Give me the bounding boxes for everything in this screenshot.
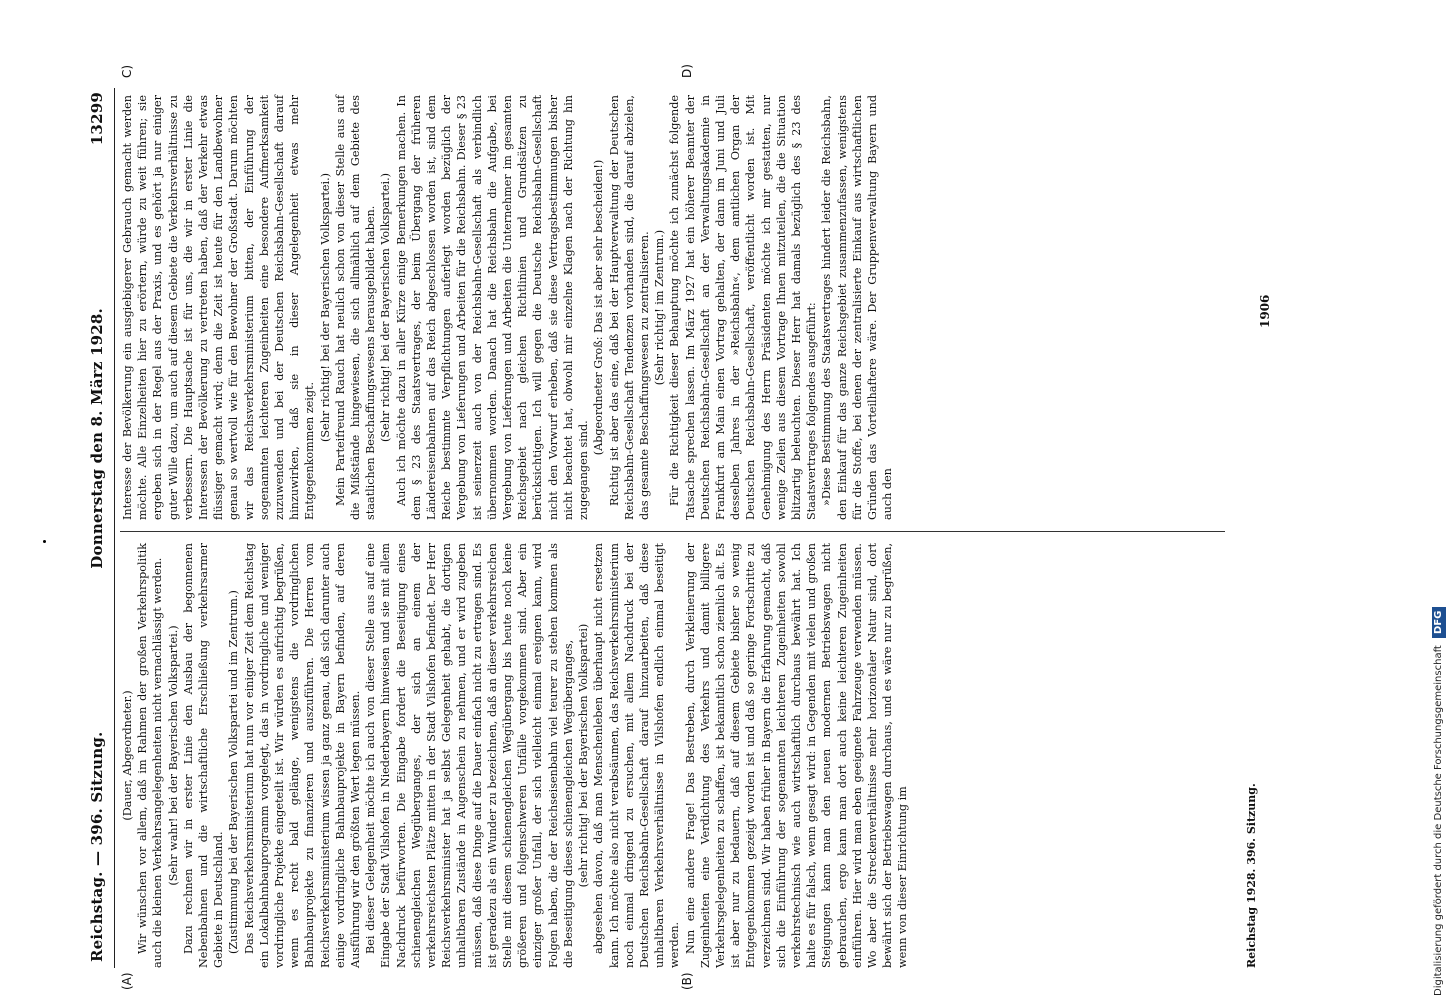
right-column-paragraph: (Sehr richtig! bei der Bayerischen Volkspartei.) [379, 172, 393, 443]
header-session: Reichstag. — 396. Sitzung. [88, 731, 106, 962]
scanned-page [80, 64, 1305, 990]
dfg-side-note [1412, 6, 1444, 996]
page-header [80, 88, 115, 968]
left-column-paragraph: (Sehr wahr! bei der Bayerischen Volkspartei.) [166, 625, 180, 886]
column-divider [120, 531, 1225, 532]
marker-d: D) [680, 64, 694, 78]
page-number: 13299 [88, 92, 106, 146]
left-column-paragraph: Das Reichsverkehrsministerium hat nun vor einiger Zeit dem Reichstag ein Lokalbahnbauprogramm vorgelegt, das in vordringliche und weniger vordringliche Projekte eingeteilt ist. Wir würden es aufrichtig begrüßen, wenn es recht bald gelänge, wenigstens die vordringlichen Bahnbauprojekte zu finanzieren und auszuführen. Die Herren vom Reichsverkehrsministerium wissen ja ganz genau, daß sich darunter auch einige vordringliche Bahnbauprojekte in Bayern befinden, auf deren Ausführung wir den größten Wert legen müssen. [242, 543, 363, 968]
left-column-paragraph: Nun eine andere Frage! Das Bestreben, durch Verkleinerung der Zugeinheiten eine Verdichtung des Verkehrs und damit billigere Verkehrsgelegenheiten zu schaffen, ist bekanntlich schon ziemlich alt. Es ist aber nur zu bedauern, daß auf diesem Gebiete bisher so wenig Entgegenkommen gezeigt worden ist und daß so geringe Fortschritte zu verzeichnen sind. Wir haben früher in Bayern die Erfahrung gemacht, daß sich die Einführung der sogenannten leichteren Zugeinheiten sowohl verkehrstechnisch wie auch wirtschaftlich durchaus bewährt hat. Ich halte es für falsch, wenn gesagt wird: in Gegenden mit vielen und großen Steigungen kann man den neuen modernen Betriebswagen nicht gebrauchen, ergo kann man dort auch keine leichteren Zugeinheiten einführen. Hier wird man eben geeignete Fahrzeuge verwenden müssen. Wo aber die Streckenverhältnisse mehr horizontaler Natur sind, dort bewährt sich der Betriebswagen durchaus, und es wäre nur zu begrüßen, wenn von dieser Einrichtung im [683, 543, 910, 968]
right-column-paragraph: Für die Richtigkeit dieser Behauptung möchte ich zunächst folgende Tatsache sprechen lassen. Im März 1927 hat ein höherer Beamter der Deutschen Reichsbahn-Gesellschaft an der Verwaltungsakademie in Frankfurt am Main einen Vortrag gehalten, der dann im Juni und Juli desselben Jahres in der »Reichsbahn«, dem amtlichen Organ der Deutschen Reichsbahn-Gesellschaft, veröffentlicht worden ist. Mit Genehmigung des Herrn Präsidenten möchte ich mir gestatten, nur wenige Zeilen aus diesem Vortrage Ihnen mitzuteilen, die die Situation blitzartig beleuchten. Dieser Herr hat damals bezüglich des § 23 des Staatsvertrages folgendes ausgeführt: [668, 95, 819, 520]
right-column-paragraph: Richtig ist aber das eine, daß bei der Hauptverwaltung der Deutschen Reichsbahn-Gesellschaft Tendenzen vorhanden sind, die darauf abzielen, das gesamte Beschaffungswesen zu zentralisieren. [607, 95, 651, 520]
left-column-paragraph: (Dauer, Abgeordneter.) [121, 690, 134, 821]
left-column-paragraph: Wir wünschen vor allem, daß im Rahmen der großen Verkehrspolitik auch die kleinen Verkehrsangelegenheiten nicht vernachlässigt werden. [136, 543, 165, 968]
dfg-funding-text: Digitalisierung gefördert durch die Deutsche Forschungsgemeinschaft [1433, 645, 1444, 996]
left-column-paragraph: Bei dieser Gelegenheit möchte ich auch von dieser Stelle aus auf eine Eingabe der Stadt Vilshofen in Niederbayern hinweisen und sie mit allem Nachdruck befürworten. Die Eingabe fordert die Beseitigung eines schienengleichen Wegüberganges, der sich an einem der verkehrsreichsten Plätze mitten in der Stadt Vilshofen befindet. Der Herr Reichsverkehrsminister hat ja selbst Gelegenheit gehabt, die dortigen unhaltbaren Zustände in Augenschein zu nehmen, und er wird zugeben müssen, daß diese Dinge auf die Dauer einfach nicht zu ertragen sind. Es ist geradezu als ein Wunder zu bezeichnen, daß an dieser verkehrsreichen Stelle mit diesem schienengleichen Wegübergang bis heute noch keine größeren und folgenschweren Unfälle vorgekommen sind. Aber ein einziger großer Unfall, der sich vielleicht einmal ereignen kann, wird Folgen haben, die der Reichseisenbahn viel teurer zu stehen kommen als die Beseitigung dieses schienengleichen Wegüberganges, [364, 543, 575, 968]
right-column-paragraph: (Sehr richtig! bei der Bayerischen Volkspartei.) [318, 172, 332, 443]
footer-session: Reichstag 1928. 396. Sitzung. [1245, 783, 1258, 968]
scan-speck [43, 540, 46, 543]
left-column-paragraph: abgesehen davon, daß man Menschenleben überhaupt nicht ersetzen kann. Ich möchte also nicht verabsäumen, das Reichsverkehrsministerium noch einmal dringend zu ersuchen, mit allem Nachdruck bei der Deutschen Reichsbahn-Gesellschaft darauf hinzuarbeiten, daß diese unhaltbaren Verkehrsverhältnisse in Vilshofen endlich einmal beseitigt werden. [592, 543, 682, 968]
right-column-paragraph: »Diese Bestimmung des Staatsvertrages hindert leider die Reichsbahn, den Einkauf für das ganze Reichsgebiet zusammenzufassen, wenigstens für die Stoffe, bei denen der zentralisierte Einkauf aus wirtschaftlichen Gründen das Vorteilhaftere wäre. Der Gruppenverwaltung Bayern und auch den [820, 95, 895, 520]
left-column [120, 543, 1240, 968]
marker-c: C) [120, 64, 134, 78]
header-date: Donnerstag den 8. März 1928. [88, 308, 106, 569]
right-column-paragraph: (Abgeordneter Groß: Das ist aber sehr bescheiden!) [592, 159, 606, 456]
marker-b: (B) [680, 972, 694, 990]
left-column-paragraph: (sehr richtig! bei der Bayerischen Volkspartei) [577, 623, 591, 888]
left-column-paragraph: (Zustimmung bei der Bayerischen Volkspartei und im Zentrum.) [227, 590, 241, 954]
right-column-paragraph: (Sehr richtig! im Zentrum.) [653, 229, 667, 386]
right-column-paragraph: Interesse der Bevölkerung ein ausgiebigerer Gebrauch gemacht werden möchte. Alle Einzelheiten hier zu erörtern, würde zu weit führen; sie ergeben sich in der Regel aus der Praxis, und es gehört ja nur einiger guter Wille dazu, um auch auf diesem Gebiete die Verkehrsverhältnisse zu verbessern. Die Hauptsache ist für uns, die wir in erster Linie die Interessen der Bevölkerung zu vertreten haben, daß der Verkehr etwas flüssiger gemacht wird; denn die Zeit ist heute für den Landbewohner genau so wertvoll wie für den Bewohner der Großstadt. Darum möchten wir das Reichsverkehrsministerium bitten, der Einführung der sogenannten leichteren Zugeinheiten eine besondere Aufmerksamkeit zuzuwenden und bei der Deutschen Reichsbahn-Gesellschaft darauf hinzuwirken, daß sie in dieser Angelegenheit etwas mehr Entgegenkommen zeigt. [121, 95, 317, 520]
dfg-logo: DFG [1432, 607, 1446, 638]
footer-page-marker: 1906 [1258, 294, 1272, 328]
right-column-paragraph: Auch ich möchte dazu in aller Kürze einige Bemerkungen machen. In dem § 23 des Staatsvertrages, der beim Übergang der früheren Ländereisenbahnen auf das Reich abgeschlossen worden ist, sind dem Reiche bestimmte Verpflichtungen auferlegt worden bezüglich der Vergebung von Lieferungen und Arbeiten für die Reichsbahn. Dieser § 23 ist seinerzeit auch von der Reichsbahn-Gesellschaft als verbindlich übernommen worden. Danach hat die Reichsbahn die Aufgabe, bei Vergebung von Lieferungen und Arbeiten die Unternehmer im gesamten Reichsgebiet nach gleichen Richtlinien und Grundsätzen zu berücksichtigen. Ich will gegen die Deutsche Reichsbahn-Gesellschaft nicht den Vorwurf erheben, daß sie diese Vertragsbestimmungen bisher nicht beachtet hat, obwohl mir einzelne Klagen nach der Richtung hin zugegangen sind. [394, 95, 591, 520]
right-column [120, 95, 1240, 520]
right-column-paragraph: Mein Parteifreund Rauch hat neulich schon von dieser Stelle aus auf die Mißstände hingewiesen, die sich allmählich auf dem Gebiete des staatlichen Beschaffungswesens herausgebildet haben. [333, 95, 378, 520]
marker-a: (A) [120, 972, 134, 990]
left-column-paragraph: Dazu rechnen wir in erster Linie den Ausbau der begonnenen Nebenbahnen und die wirtschaftliche Erschließung verkehrsarmer Gebiete in Deutschland. [181, 543, 226, 968]
